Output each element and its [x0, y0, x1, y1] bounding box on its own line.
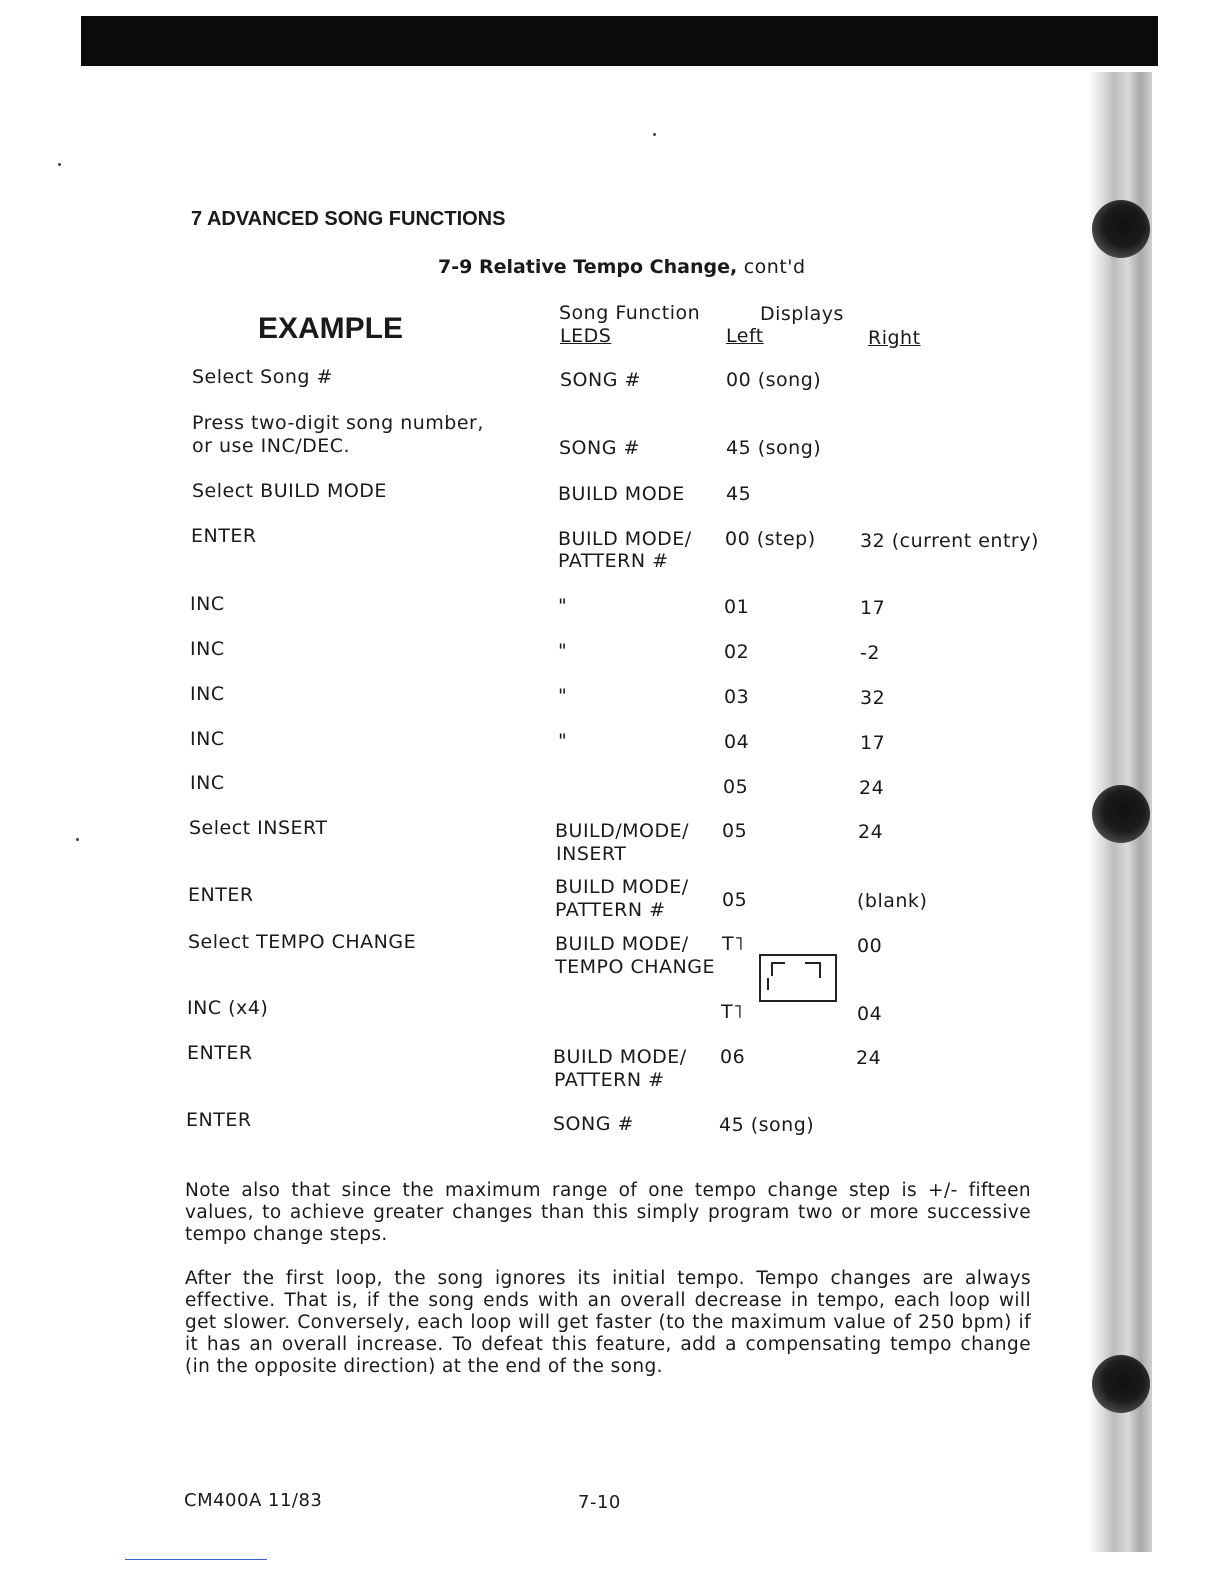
example-label: EXAMPLE — [258, 312, 404, 345]
row-action: INC — [190, 772, 225, 794]
row-action: INC — [190, 638, 225, 660]
row-led: BUILD MODE/ — [555, 876, 689, 898]
row-left: 03 — [724, 686, 750, 708]
row-action: Select TEMPO CHANGE — [188, 931, 417, 953]
binder-hole-middle — [1092, 785, 1150, 843]
row-left: 45 (song) — [726, 437, 822, 459]
row-right: 32 — [860, 687, 886, 709]
page-number: 7-10 — [578, 1492, 621, 1513]
section-title: 7 ADVANCED SONG FUNCTIONS — [191, 208, 506, 230]
row-led: BUILD/MODE/ — [555, 820, 690, 842]
row-led: BUILD MODE/ — [558, 528, 692, 550]
doc-id: CM400A 11/83 — [184, 1490, 323, 1511]
speck — [653, 133, 656, 136]
row-left: 05 — [723, 776, 749, 798]
lcd-segment — [805, 962, 819, 964]
row-led: BUILD MODE/ — [555, 933, 689, 955]
row-left: 04 — [724, 731, 750, 753]
row-right: 17 — [860, 597, 886, 619]
row-right: 24 — [858, 821, 884, 843]
row-left: 00 (step) — [725, 528, 816, 550]
row-left: 02 — [724, 641, 750, 663]
row-action: ENTER — [188, 884, 254, 906]
row-led: " — [558, 595, 568, 617]
subsection-suffix: cont'd — [743, 256, 806, 278]
binder-hole-top — [1092, 200, 1150, 258]
row-right: 00 — [857, 935, 883, 957]
top-black-bar — [81, 16, 1158, 66]
col-leds: LEDS — [560, 325, 612, 347]
row-action: INC (x4) — [187, 997, 269, 1019]
bottom-rule — [125, 1559, 267, 1560]
note-paragraph: Note also that since the maximum range of one tempo change step is +/- fifteen values, to achieve greater changes than this simply program two or more successive tempo change steps. — [185, 1180, 1031, 1245]
row-led: " — [558, 730, 568, 752]
speck — [58, 163, 61, 166]
lcd-segment — [819, 962, 821, 978]
row-action: ENTER — [186, 1109, 252, 1131]
col-displays: Displays — [760, 303, 844, 325]
row-led: " — [558, 640, 568, 662]
row-led: SONG # — [560, 369, 641, 391]
row-led-line2: PATTERN # — [558, 550, 669, 572]
speck — [76, 838, 79, 841]
row-action-line2: or use INC/DEC. — [192, 435, 351, 457]
col-song-function: Song Function — [559, 302, 701, 324]
row-led-line2: PATTERN # — [554, 1069, 665, 1091]
row-left: T˥ — [721, 1001, 743, 1023]
row-led: BUILD MODE/ — [553, 1046, 687, 1068]
row-right: 24 — [859, 777, 885, 799]
row-action: Press two-digit song number, — [192, 412, 484, 434]
row-led: SONG # — [553, 1113, 634, 1135]
lcd-segment — [767, 978, 769, 990]
loop-paragraph: After the first loop, the song ignores its initial tempo. Tempo changes are always effective. That is, if the song ends with an overall decrease in tempo, each loop will get slower. Conversely, each loop will get faster (to the maximum value of 250 bpm) if it has an overall increase. To defeat this feature, add a compensating tempo change (in the opposite direction) at the end of the song. — [185, 1268, 1031, 1377]
subsection-title: 7-9 Relative Tempo Change, — [438, 256, 738, 278]
binder-hole-bottom — [1092, 1355, 1150, 1413]
row-led: BUILD MODE — [558, 483, 685, 505]
row-right: 17 — [860, 732, 886, 754]
row-action: ENTER — [191, 525, 257, 547]
row-action: Select BUILD MODE — [192, 480, 387, 502]
row-action: Select INSERT — [189, 817, 328, 839]
row-action: ENTER — [187, 1042, 253, 1064]
row-left: 00 (song) — [726, 369, 822, 391]
col-right: Right — [868, 327, 921, 349]
lcd-segment — [771, 962, 773, 976]
row-left: T˥ — [722, 933, 744, 955]
col-left: Left — [726, 325, 764, 347]
row-led-line2: PATTERN # — [555, 899, 666, 921]
row-action: INC — [190, 683, 225, 705]
row-left: 06 — [720, 1046, 746, 1068]
row-right: 04 — [857, 1003, 883, 1025]
row-action: INC — [190, 728, 225, 750]
row-led-line2: INSERT — [556, 843, 627, 865]
row-left: 05 — [722, 820, 748, 842]
row-left: 45 — [726, 483, 752, 505]
row-right: -2 — [860, 642, 880, 664]
row-left: 45 (song) — [719, 1114, 815, 1136]
row-left: 05 — [722, 889, 748, 911]
row-action: INC — [190, 593, 225, 615]
row-right: 24 — [856, 1047, 882, 1069]
lcd-segment — [771, 962, 785, 964]
row-action: Select Song # — [192, 366, 333, 388]
row-led: " — [558, 685, 568, 707]
row-right: 32 (current entry) — [860, 530, 1039, 552]
subsection-heading — [438, 256, 806, 278]
row-led: SONG # — [559, 437, 640, 459]
row-led-line2: TEMPO CHANGE — [555, 956, 715, 978]
tempo-display-glyph — [759, 954, 837, 1002]
row-left: 01 — [724, 596, 750, 618]
row-right: (blank) — [857, 890, 928, 912]
